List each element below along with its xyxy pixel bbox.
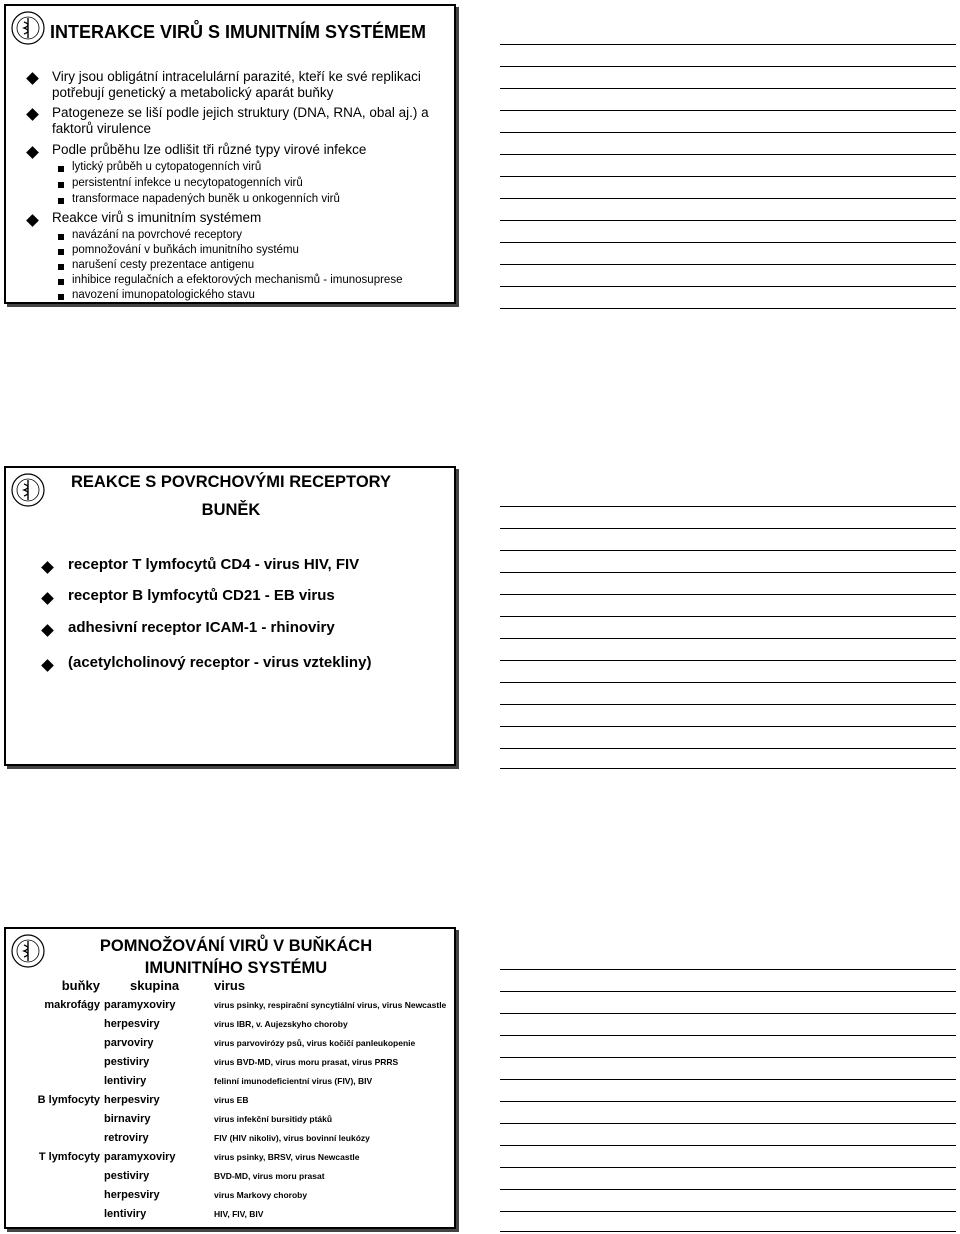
bullet-text: adhesivní receptor ICAM-1 - rhinoviry (68, 619, 335, 636)
cell-virus: virus EB (214, 1094, 249, 1105)
table-header-row (30, 976, 446, 995)
cell-virus: virus BVD-MD, virus moru prasat, virus PRRS (214, 1056, 399, 1067)
note-line (500, 154, 956, 155)
sub-bullet-text: lytický průběh u cytopatogenních virů (72, 161, 262, 173)
note-line (500, 110, 956, 111)
cell-virus: virus IBR, v. Aujezskyho choroby (214, 1018, 348, 1029)
virus-table (30, 976, 446, 1223)
slide-title: IMUNITNÍHO SYSTÉMU (144, 959, 328, 977)
note-line (500, 1145, 956, 1146)
sub-bullet-text: pomnožování v buňkách imunitního systému (72, 244, 299, 256)
diamond-bullet-icon (41, 592, 54, 605)
cell-virus: virus infekční bursitidy ptáků (214, 1113, 333, 1124)
diamond-bullet-icon (26, 214, 39, 227)
note-line (500, 1079, 956, 1080)
table-row (30, 1204, 446, 1223)
note-line (500, 969, 956, 970)
note-line (500, 1211, 956, 1212)
note-line (500, 572, 956, 573)
note-line (500, 264, 956, 265)
note-line (500, 176, 956, 177)
cell-cells (30, 1166, 104, 1185)
cell-virus: virus psinky, BRSV, virus Newcastle (214, 1151, 360, 1162)
cell-group: birnaviry (104, 1112, 151, 1125)
note-line (500, 1167, 956, 1168)
note-line (500, 1189, 956, 1190)
slide-1 (4, 4, 456, 304)
note-line (500, 1123, 956, 1124)
sub-bullet-text: inhibice regulačních a efektorových mechanismů - imunosuprese (72, 274, 403, 286)
cell-group: herpesviry (104, 1093, 160, 1106)
sub-bullet-text: persistentní infekce u necytopatogenních virů (72, 177, 303, 189)
note-line (500, 198, 956, 199)
note-line (500, 1057, 956, 1058)
header-cells: buňky (61, 978, 100, 993)
bullet-text: receptor B lymfocytů CD21 - EB virus (68, 587, 335, 604)
university-logo-icon (10, 10, 46, 46)
note-line (500, 66, 956, 67)
sub-bullet-text: navození imunopatologického stavu (72, 289, 255, 301)
table-row (30, 1109, 446, 1128)
note-line (500, 1013, 956, 1014)
cell-cells (30, 1014, 104, 1033)
bullet-text: faktorů virulence (52, 121, 152, 136)
cell-virus: HIV, FIV, BIV (214, 1208, 264, 1219)
bullet-text: Podle průběhu lze odlišit tři různé typy virové infekce (52, 142, 367, 157)
cell-group: retroviry (104, 1131, 149, 1144)
note-line (500, 528, 956, 529)
slide-title: INTERAKCE VIRŮ S IMUNITNÍM SYSTÉMEM (50, 22, 427, 42)
university-logo-icon (10, 933, 46, 969)
cell-cells (30, 1033, 104, 1052)
note-line (500, 768, 956, 769)
note-line (500, 704, 956, 705)
diamond-bullet-icon (41, 624, 54, 637)
table-row (30, 1147, 446, 1166)
cell-group: herpesviry (104, 1188, 160, 1201)
cell-group: herpesviry (104, 1017, 160, 1030)
square-bullet-icon (58, 234, 64, 240)
square-bullet-icon (58, 279, 64, 285)
cell-virus: virus parvovirózy psů, virus kočičí panleukopenie (214, 1037, 416, 1048)
table-row (30, 1071, 446, 1090)
square-bullet-icon (58, 264, 64, 270)
table-row (30, 1014, 446, 1033)
note-line (500, 748, 956, 749)
note-line (500, 550, 956, 551)
slide-2 (4, 466, 456, 766)
note-line (500, 88, 956, 89)
header-group: skupina (130, 978, 180, 993)
square-bullet-icon (58, 198, 64, 204)
table-row (30, 1052, 446, 1071)
square-bullet-icon (58, 249, 64, 255)
cell-group: paramyxoviry (104, 1150, 176, 1163)
table-row (30, 1033, 446, 1052)
cell-virus: FIV (HIV nikoliv), virus bovinní leukózy (214, 1132, 370, 1143)
note-line (500, 132, 956, 133)
cell-group: paramyxoviry (104, 998, 176, 1011)
square-bullet-icon (58, 166, 64, 172)
cell-group: pestiviry (104, 1169, 150, 1182)
note-line (500, 506, 956, 507)
cell-virus: BVD-MD, virus moru prasat (214, 1170, 325, 1181)
cell-cells: T lymfocyty (38, 1150, 100, 1163)
diamond-bullet-icon (26, 72, 39, 85)
note-line (500, 286, 956, 287)
table-row (30, 1185, 446, 1204)
bullet-text: (acetylcholinový receptor - virus vztekliny) (68, 654, 372, 671)
note-line (500, 1101, 956, 1102)
note-line (500, 220, 956, 221)
cell-virus: felinní imunodeficientní virus (FIV), BIV (214, 1075, 373, 1086)
slide-title: POMNOŽOVÁNÍ VIRŮ V BUŇKÁCH (99, 937, 373, 955)
note-line (500, 638, 956, 639)
sub-bullet-text: narušení cesty prezentace antigenu (72, 259, 255, 271)
bullet-text: potřebují genetický a metabolický aparát buňky (52, 85, 334, 100)
table-row (30, 1090, 446, 1109)
note-line (500, 991, 956, 992)
diamond-bullet-icon (26, 108, 39, 121)
cell-cells (30, 1204, 104, 1223)
note-line (500, 616, 956, 617)
note-line (500, 1035, 956, 1036)
note-line (500, 660, 956, 661)
note-line (500, 1231, 956, 1232)
diamond-bullet-icon (41, 561, 54, 574)
cell-cells (30, 1128, 104, 1147)
note-line (500, 594, 956, 595)
note-line (500, 308, 956, 309)
note-line (500, 242, 956, 243)
bullet-text: Viry jsou obligátní intracelulární parazité, kteří ke své replikaci (52, 69, 421, 84)
cell-virus: virus psinky, respirační syncytiální virus, virus Newcastle (214, 999, 447, 1010)
cell-cells (30, 1109, 104, 1128)
cell-group: lentiviry (104, 1207, 147, 1220)
note-line (500, 726, 956, 727)
bullet-text: receptor T lymfocytů CD4 - virus HIV, FIV (68, 556, 360, 573)
slide-title: REAKCE S POVRCHOVÝMI RECEPTORY (71, 473, 391, 491)
cell-group: pestiviry (104, 1055, 150, 1068)
cell-virus: virus Markovy choroby (214, 1189, 308, 1200)
sub-bullet-text: transformace napadených buněk u onkogenních virů (72, 193, 340, 205)
square-bullet-icon (58, 294, 64, 300)
square-bullet-icon (58, 182, 64, 188)
note-line (500, 682, 956, 683)
cell-group: lentiviry (104, 1074, 147, 1087)
table-row (30, 1128, 446, 1147)
bullet-text: Patogeneze se liší podle jejich struktury (DNA, RNA, obal aj.) a (52, 105, 429, 120)
cell-group: parvoviry (104, 1036, 154, 1049)
diamond-bullet-icon (26, 146, 39, 159)
cell-cells (30, 1052, 104, 1071)
table-row (30, 995, 446, 1014)
slide-title: BUNĚK (201, 501, 261, 519)
cell-cells: B lymfocyty (37, 1093, 100, 1106)
table-row (30, 1166, 446, 1185)
bullet-text: Reakce virů s imunitním systémem (52, 210, 262, 225)
slide-3 (4, 927, 456, 1229)
university-logo-icon (10, 472, 46, 508)
cell-cells: makrofágy (44, 998, 100, 1011)
cell-cells (30, 1185, 104, 1204)
cell-cells (30, 1071, 104, 1090)
diamond-bullet-icon (41, 659, 54, 672)
note-line (500, 44, 956, 45)
sub-bullet-text: navázání na povrchové receptory (72, 229, 243, 241)
header-virus: virus (214, 978, 246, 993)
